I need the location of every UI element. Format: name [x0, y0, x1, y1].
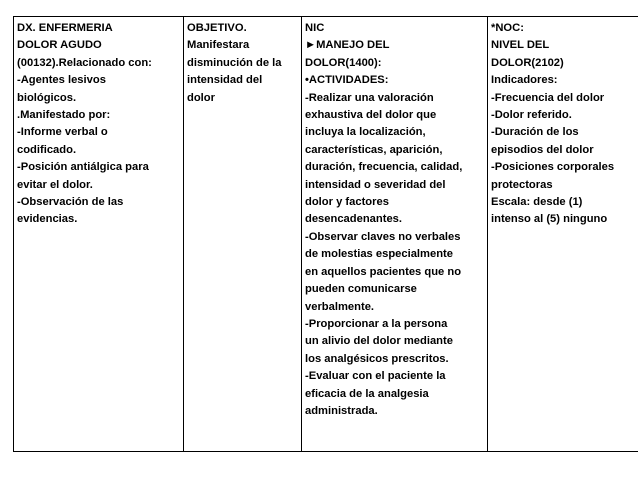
cell-text-line: dolor	[187, 91, 215, 104]
cell-text-line: eficacia de la analgesia	[305, 387, 429, 400]
cell-text-line: incluya la localización,	[305, 126, 426, 139]
cell-text-line: .Manifestado por:	[17, 109, 111, 122]
cell-text-line: -Duración de los	[491, 126, 579, 139]
cell-text-line: protectoras	[491, 178, 553, 191]
cell-text-line: OBJETIVO.	[187, 22, 247, 34]
cell-text-line: -Agentes lesivos	[17, 74, 106, 87]
cell-text-line: intenso al (5) ninguno	[491, 213, 608, 226]
cell-text-line: -Frecuencia del dolor	[491, 91, 605, 104]
cell-text-line: Indicadores:	[491, 74, 558, 87]
cell-text-line: NIVEL DEL	[491, 39, 550, 52]
cell-text-line: intensidad del	[187, 74, 263, 87]
cell-text-line: -Evaluar con el paciente la	[305, 370, 446, 383]
cell-text-line: DOLOR(1400):	[305, 56, 382, 69]
cell-text-line: -Dolor referido.	[491, 109, 572, 122]
cell-text-line: -Observación de las	[17, 196, 124, 209]
cell-text-line: exhaustiva del dolor que	[305, 109, 437, 122]
cell-text-line: *NOC:	[491, 22, 524, 34]
cell-text-line: -Informe verbal o	[17, 126, 108, 139]
cell-text-line: disminución de la	[187, 56, 282, 69]
cell-text-line: episodios del dolor	[491, 143, 594, 156]
cell-text-line: dolor y factores	[305, 196, 389, 209]
cell-text-line: los analgésicos prescritos.	[305, 352, 449, 365]
cell-text-line: DX. ENFERMERIA	[17, 22, 113, 34]
cell-text-line: NIC	[305, 22, 325, 34]
cell-text-line: evitar el dolor.	[17, 178, 93, 191]
cell-text-line: duración, frecuencia, calidad,	[305, 161, 463, 174]
cell-text-line: características, aparición,	[305, 143, 443, 156]
noc-cell	[488, 17, 638, 452]
cell-text-line: desencadenantes.	[305, 213, 403, 226]
cell-text-line: -Realizar una valoración	[305, 91, 434, 104]
table-row	[14, 17, 638, 452]
cell-text-line: codificado.	[17, 143, 77, 156]
cell-text-line: de molestias especialmente	[305, 248, 453, 261]
cell-text-line: verbalmente.	[305, 300, 375, 313]
diagnosis-cell	[14, 17, 184, 452]
care-plan-table	[13, 16, 638, 452]
cell-text-line: -Posiciones corporales	[491, 161, 615, 174]
cell-text-line: pueden comunicarse	[305, 283, 417, 296]
nic-cell	[302, 17, 488, 452]
cell-text-line: evidencias.	[17, 213, 78, 226]
cell-text-line: -Observar claves no verbales	[305, 230, 461, 243]
cell-text-line: Escala: desde (1)	[491, 196, 583, 209]
cell-text-line: administrada.	[305, 404, 378, 417]
cell-text-line: intensidad o severidad del	[305, 178, 446, 191]
cell-text-line: Manifestara	[187, 39, 250, 52]
cell-text-line: un alivio del dolor mediante	[305, 335, 453, 348]
objective-cell	[184, 17, 302, 452]
cell-text-line: -Proporcionar a la persona	[305, 317, 448, 330]
cell-text-line: ►MANEJO DEL	[305, 39, 390, 52]
cell-text-line: DOLOR(2102)	[491, 56, 564, 69]
cell-text-line: •ACTIVIDADES:	[305, 74, 389, 87]
cell-text-line: en aquellos pacientes que no	[305, 265, 462, 278]
cell-text-line: DOLOR AGUDO	[17, 39, 102, 52]
cell-text-line: (00132).Relacionado con:	[17, 56, 152, 69]
cell-text-line: biológicos.	[17, 91, 77, 104]
cell-text-line: -Posición antiálgica para	[17, 161, 149, 174]
